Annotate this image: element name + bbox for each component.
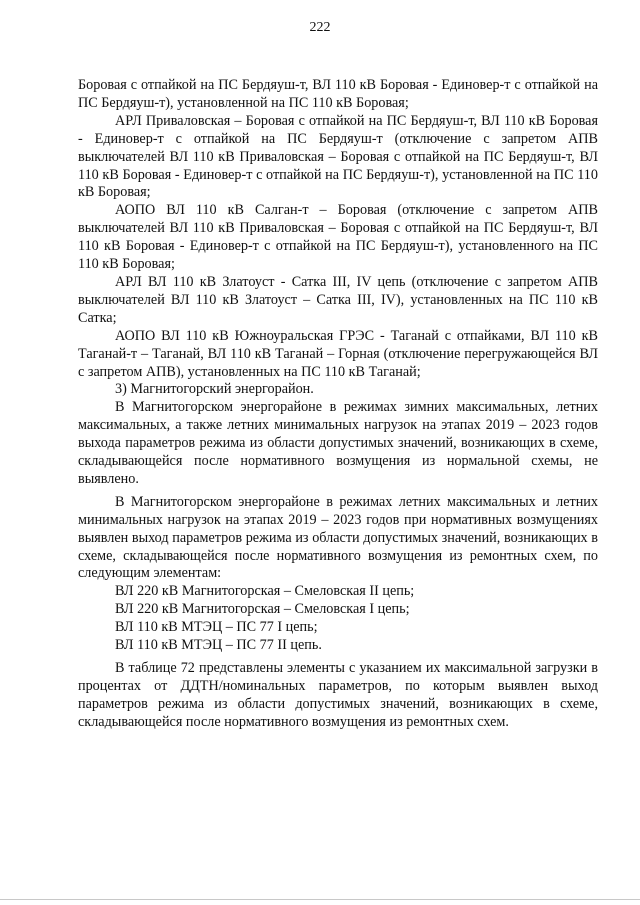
page-bottom-edge bbox=[0, 899, 640, 900]
page-number: 222 bbox=[309, 20, 331, 35]
list-item: ВЛ 220 кВ Магнитогорская – Смеловская II цепь; bbox=[115, 583, 415, 600]
paragraph-magnitogorsk-repair: В Магнитогорском энергорайоне в режимах летних максимальных и летних минимальных нагрузок на этапах 2019 – 2023 годов при нормативных возмущениях выявлен выход параметров режима из области допустимых значений, возникающих в схеме, складывающейся после нормативного возмущения из ремонтных схем, по следующим элементам: bbox=[78, 493, 598, 582]
section-heading-magnitogorsk: 3) Магнитогорский энергорайон. bbox=[115, 381, 314, 398]
document-body bbox=[78, 77, 598, 732]
paragraph-table-reference: В таблице 72 представлены элементы с указанием их максимальной загрузки в процентах от ДДТН/номинальных параметров, по которым выявлен выход параметров режима из области допустимых значений, возникающих в схеме, складывающейся после нормативного возмущения из ремонтных схем. bbox=[78, 660, 598, 730]
list-item: ВЛ 220 кВ Магнитогорская – Смеловская I цепь; bbox=[115, 601, 410, 618]
list-item: ВЛ 110 кВ МТЭЦ – ПС 77 I цепь; bbox=[115, 619, 318, 636]
paragraph-aopo-salgan: АОПО ВЛ 110 кВ Салган-т – Боровая (отключение с запретом АПВ выключателей ВЛ 110 кВ Приваловская – Боровая с отпайкой на ПС Бердяуш-т, ВЛ 110 кВ Боровая - Единовер-т с отпайкой на ПС Бердяуш-т), установленного на ПС 110 кВ Боровая; bbox=[78, 202, 598, 273]
paragraph-arl-zlatoust: АРЛ ВЛ 110 кВ Златоуст - Сатка III, IV цепь (отключение с запретом АПВ выключателей ВЛ 110 кВ Златоуст – Сатка III, IV), установленных на ПС 110 кВ Сатка; bbox=[78, 273, 598, 326]
paragraph-arl-privalovskaya: АРЛ Приваловская – Боровая с отпайкой на ПС Бердяуш-т, ВЛ 110 кВ Боровая - Единовер-т с отпайкой на ПС Бердяуш-т (отключение с запретом АПВ выключателей ВЛ 110 кВ Приваловская – Боровая с отпайкой на ПС Бердяуш-т, ВЛ 110 кВ Боровая - Единовер-т с отпайкой на ПС Бердяуш-т), установленной на ПС 110 кВ Боровая; bbox=[78, 112, 598, 201]
list-item: ВЛ 110 кВ МТЭЦ – ПС 77 II цепь. bbox=[115, 637, 322, 654]
paragraph-magnitogorsk-normal: В Магнитогорском энергорайоне в режимах зимних максимальных, летних максимальных, а также летних минимальных нагрузок на этапах 2019 – 2023 годов выхода параметров режима из области допустимых значений, возникающих в схеме, складывающейся после нормативного возмущения из нормальной схемы, не выявлено. bbox=[78, 399, 598, 487]
elements-list bbox=[78, 583, 598, 655]
paragraph-aopo-yuzhnouralskaya: АОПО ВЛ 110 кВ Южноуральская ГРЭС - Таганай с отпайками, ВЛ 110 кВ Таганай-т – Таганай, ВЛ 110 кВ Таганай – Горная (отключение перегружающейся ВЛ с запретом АПВ), установленных на ПС 110 кВ Таганай; bbox=[78, 327, 598, 380]
paragraph-continuation: Боровая с отпайкой на ПС Бердяуш-т, ВЛ 110 кВ Боровая - Единовер-т с отпайкой на ПС Бердяуш-т), установленной на ПС 110 кВ Боровая; bbox=[78, 77, 598, 111]
